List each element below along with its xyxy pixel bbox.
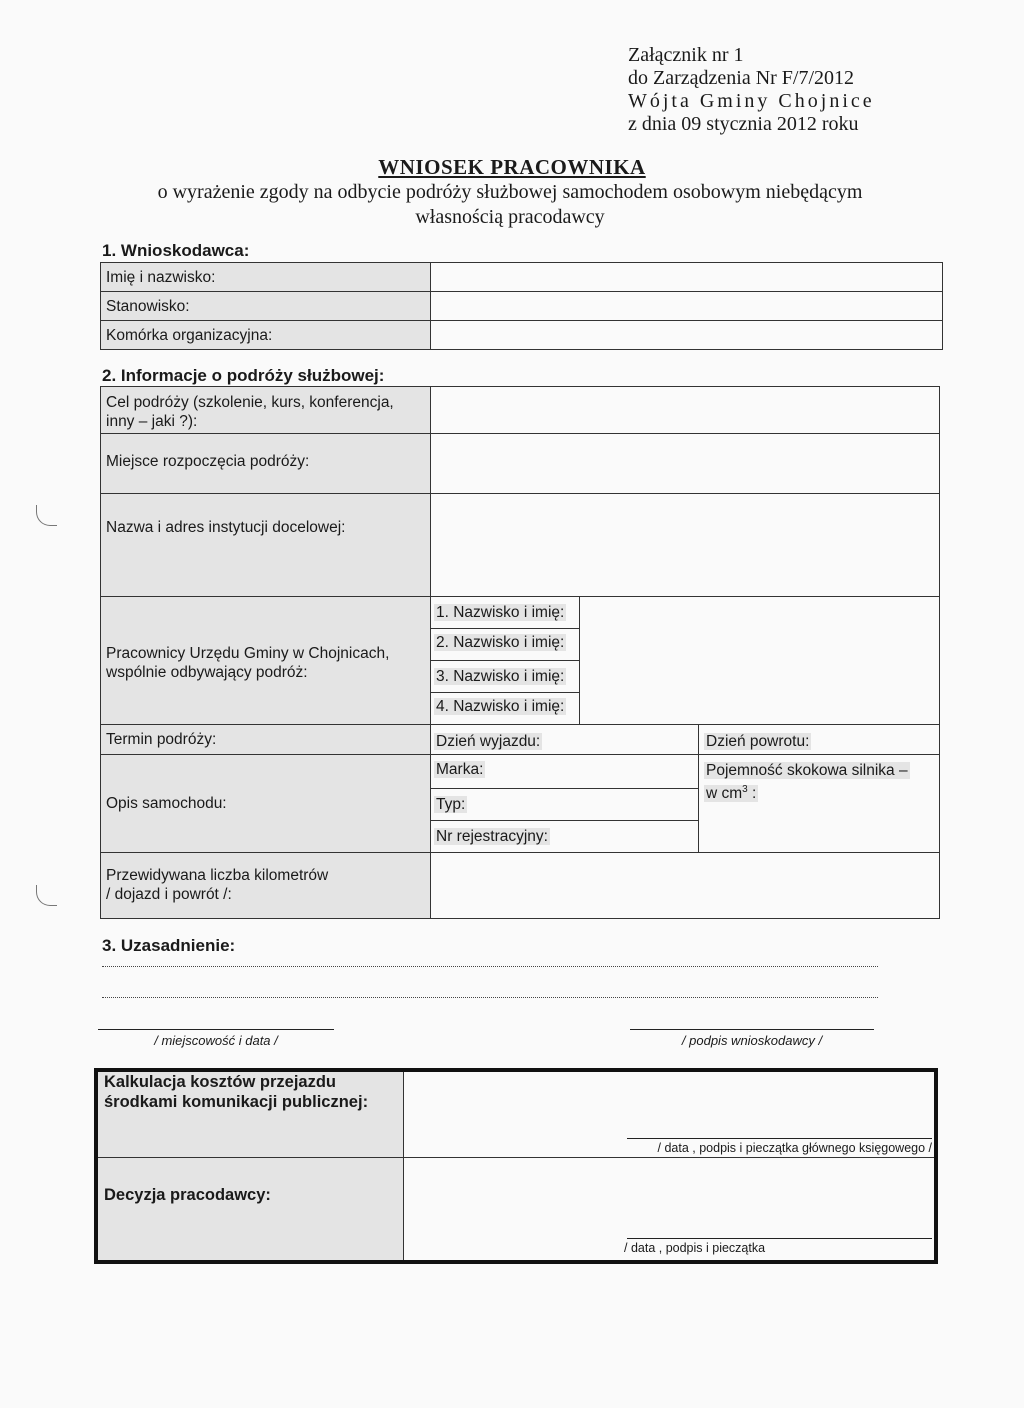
engine-capacity-line-1: Pojemność skokowa silnika –: [706, 762, 908, 779]
engine-capacity-unit: w cm: [706, 785, 743, 803]
divider: [430, 692, 580, 693]
term-label: Termin podróży:: [106, 731, 217, 748]
coworker-slot-4[interactable]: [434, 697, 566, 716]
return-day-field[interactable]: [704, 732, 811, 751]
destination-field[interactable]: [432, 494, 939, 595]
engine-capacity-field[interactable]: [704, 761, 910, 803]
margin-mark: [36, 505, 57, 526]
applicant-signature-line[interactable]: [630, 1029, 874, 1030]
kilometers-line-2: / dojazd i powrót /:: [106, 886, 232, 903]
section-2-heading: 2. Informacje o podróży służbowej:: [102, 366, 385, 385]
employer-decision-field[interactable]: [406, 1159, 932, 1239]
kilometers-label: [106, 866, 328, 904]
type-label: Typ:: [436, 796, 466, 813]
position-field[interactable]: [432, 292, 942, 319]
type-field[interactable]: [434, 795, 467, 814]
return-day-label: Dzień powrotu:: [706, 733, 810, 750]
document-title: WNIOSEK PRACOWNIKA: [378, 155, 646, 179]
trip-purpose-line-2: inny – jaki ?):: [106, 413, 198, 430]
divider: [430, 628, 580, 629]
cost-calculation-line-1: Kalkulacja kosztów przejazdu: [104, 1073, 336, 1091]
car-description-label: Opis samochodu:: [106, 795, 227, 812]
divider: [98, 1157, 934, 1158]
destination-label: Nazwa i adres instytucji docelowej:: [106, 519, 346, 536]
coworker-slot-1[interactable]: [434, 603, 566, 622]
kilometers-line-1: Przewidywana liczba kilometrów: [106, 867, 329, 884]
registration-label: Nr rejestracyjny:: [436, 828, 548, 845]
issue-date: z dnia 09 stycznia 2012 roku: [628, 113, 859, 135]
coworker-slot-4-label: 4. Nazwisko i imię:: [436, 698, 565, 715]
coworker-slot-1-label: 1. Nazwisko i imię:: [436, 604, 565, 621]
employer-signature-caption: / data , podpis i pieczątka: [624, 1241, 766, 1255]
divider: [100, 724, 940, 725]
place-date-line[interactable]: [98, 1029, 334, 1030]
justification-line-1[interactable]: [102, 966, 878, 967]
engine-capacity-superscript: 3: [742, 784, 748, 795]
department-label: Komórka organizacyjna:: [106, 327, 273, 344]
subtitle-line-2: własnością pracodawcy: [415, 206, 605, 228]
coworker-slot-3-label: 3. Nazwisko i imię:: [436, 668, 565, 685]
justification-line-2[interactable]: [102, 997, 878, 998]
document-subtitle: [110, 180, 910, 230]
issuer: Wójta Gminy Chojnice: [628, 90, 875, 112]
employer-signature-line[interactable]: [627, 1238, 932, 1239]
divider: [403, 1072, 404, 1260]
coworkers-line-2: wspólnie odbywający podróż:: [106, 664, 308, 681]
kilometers-field[interactable]: [432, 853, 939, 918]
trip-purpose-label: [106, 393, 394, 431]
accountant-signature-caption: / data , podpis i pieczątka głównego księgowego /: [657, 1141, 932, 1155]
divider: [698, 724, 699, 852]
coworkers-label: [106, 644, 389, 682]
trip-purpose-field[interactable]: [432, 387, 939, 432]
coworker-slot-2[interactable]: [434, 633, 566, 652]
make-label: Marka:: [436, 761, 484, 778]
start-place-label: Miejsce rozpoczęcia podróży:: [106, 453, 310, 470]
divider: [100, 754, 940, 755]
applicant-signature-caption: / podpis wnioskodawcy /: [681, 1033, 823, 1048]
section-1-heading: 1. Wnioskodawca:: [102, 241, 250, 260]
margin-mark: [36, 885, 57, 906]
name-label: Imię i nazwisko:: [106, 269, 216, 286]
subtitle-line-1: o wyrażenie zgody na odbycie podróży służbowej samochodem osobowym niebędącym: [157, 181, 863, 203]
position-label: Stanowisko:: [106, 298, 190, 315]
department-field[interactable]: [432, 321, 942, 349]
employer-decision-label: Decyzja pracodawcy:: [104, 1186, 271, 1204]
coworker-slot-3[interactable]: [434, 667, 566, 686]
divider: [100, 596, 940, 597]
coworker-slot-2-label: 2. Nazwisko i imię:: [436, 634, 565, 651]
accountant-signature-line[interactable]: [627, 1138, 932, 1139]
name-field[interactable]: [432, 263, 942, 290]
cost-calculation-label: [104, 1072, 368, 1112]
annex-header: [628, 44, 875, 136]
departure-day-label: Dzień wyjazdu:: [436, 733, 541, 750]
start-place-field[interactable]: [432, 434, 939, 492]
place-date-caption: / miejscowość i data /: [154, 1033, 278, 1048]
engine-capacity-colon: :: [747, 785, 757, 803]
divider: [430, 788, 698, 789]
cost-calculation-line-2: środkami komunikacji publicznej:: [104, 1093, 369, 1111]
registration-field[interactable]: [434, 827, 550, 846]
trip-purpose-line-1: Cel podróży (szkolenie, kurs, konferencja,: [106, 394, 394, 411]
annex-number: Załącznik nr 1: [628, 44, 744, 66]
divider: [430, 820, 698, 821]
make-field[interactable]: [434, 760, 485, 779]
regulation-number: do Zarządzenia Nr F/7/2012: [628, 67, 855, 89]
departure-day-field[interactable]: [434, 732, 542, 751]
coworkers-line-1: Pracownicy Urzędu Gminy w Chojnicach,: [106, 645, 390, 662]
section-3-heading: 3. Uzasadnienie:: [102, 936, 236, 955]
divider: [430, 660, 580, 661]
